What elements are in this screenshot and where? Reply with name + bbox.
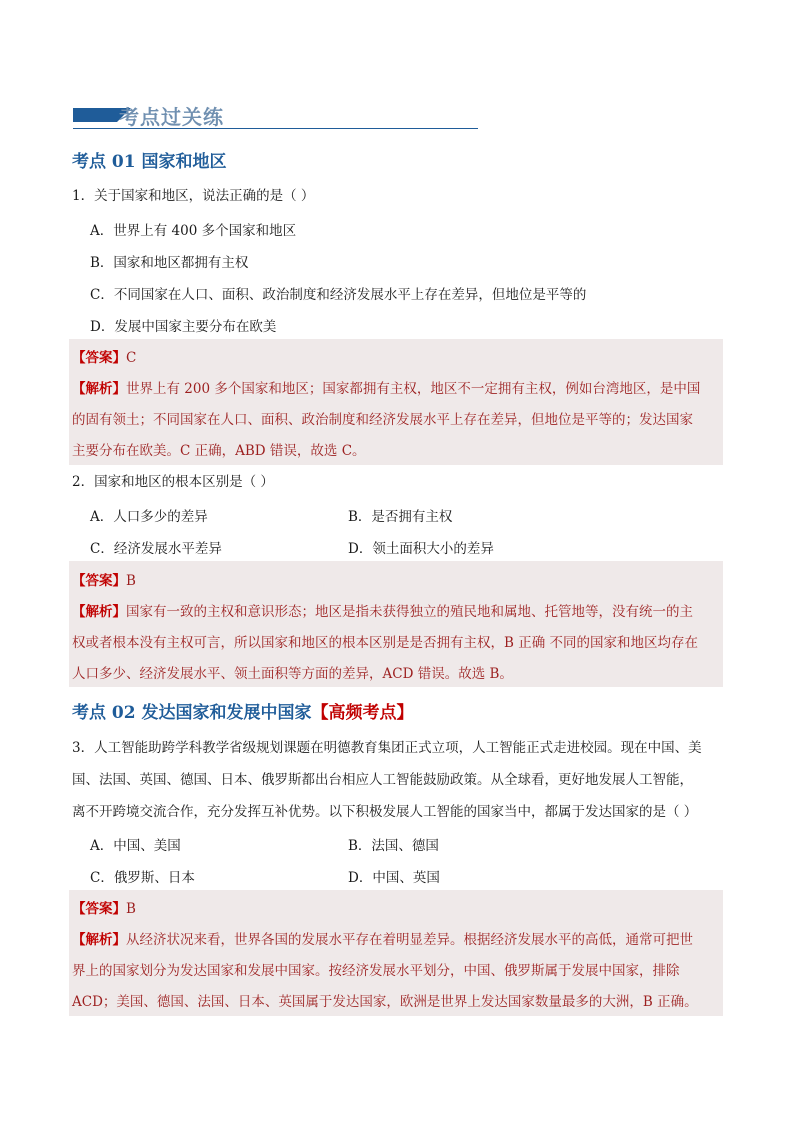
question-2-option-b: B．是否拥有主权 xyxy=(348,509,453,525)
question-2-option-c: C．经济发展水平差异 xyxy=(90,541,222,557)
section-title-2 xyxy=(72,698,414,723)
question-2-option-d: D．领土面积大小的差异 xyxy=(348,541,494,557)
analysis-line-1 xyxy=(72,377,700,397)
answer-line xyxy=(72,346,136,366)
answer-line xyxy=(72,569,136,589)
analysis-line-1 xyxy=(72,928,693,948)
answer-line xyxy=(72,897,136,917)
analysis-text: 世界上有 200 多个国家和地区；国家都拥有主权，地区不一定拥有主权，例如台湾地区，是中国 xyxy=(126,381,701,397)
question-3-option-d: D．中国、英国 xyxy=(348,870,440,886)
analysis-tag: 【解析】 xyxy=(72,932,126,948)
question-1-option-c: C．不同国家在人口、面积、政治制度和经济发展水平上存在差异，但地位是平等的 xyxy=(90,287,587,303)
analysis-text: 从经济状况来看，世界各国的发展水平存在着明显差异。根据经济发展水平的高低，通常可把世 xyxy=(126,932,693,948)
question-3-stem-line-3: 离不开跨境交流合作，充分发挥互补优势。以下积极发展人工智能的国家当中，都属于发达国家的是（ ） xyxy=(72,804,698,820)
analysis-line-2: 的固有领土；不同国家在人口、面积、政治制度和经济发展水平上存在差异，但地位是平等的；发达国家 xyxy=(72,412,693,428)
answer-tag: 【答案】 xyxy=(72,901,126,917)
analysis-line-3: 人口多少、经济发展水平、领土面积等方面的差异，ACD 错误。故选 B。 xyxy=(72,666,513,682)
answer-value: C xyxy=(126,350,137,366)
question-3-option-c: C．俄罗斯、日本 xyxy=(90,870,195,886)
analysis-line-3: 主要分布在欧美。C 正确，ABD 错误，故选 C。 xyxy=(72,443,366,459)
analysis-tag: 【解析】 xyxy=(72,381,126,397)
analysis-line-2: 界上的国家划分为发达国家和发展中国家。按经济发展水平划分，中国、俄罗斯属于发展中国家，排除 xyxy=(72,963,680,979)
question-1-option-a: A．世界上有 400 多个国家和地区 xyxy=(90,223,297,239)
question-1-stem: 1．关于国家和地区，说法正确的是（ ） xyxy=(72,188,315,204)
question-1-answer-box xyxy=(69,339,723,465)
analysis-line-3: ACD；美国、德国、法国、日本、英国属于发达国家，欧洲是世界上发达国家数量最多的大洲，B 正确。 xyxy=(72,994,698,1010)
section-highlight-tag: 【高频考点】 xyxy=(311,703,414,723)
question-2-option-a: A．人口多少的差异 xyxy=(90,509,208,525)
question-2-stem: 2．国家和地区的根本区别是（ ） xyxy=(72,474,274,490)
question-3-option-a: A．中国、美国 xyxy=(90,838,181,854)
question-1-option-b: B．国家和地区都拥有主权 xyxy=(90,255,249,271)
header-bar-decoration xyxy=(73,108,117,122)
answer-tag: 【答案】 xyxy=(72,350,126,366)
analysis-tag: 【解析】 xyxy=(72,604,126,620)
section-title-1 xyxy=(72,147,227,172)
analysis-line-1 xyxy=(72,600,693,620)
question-3-answer-box xyxy=(69,890,723,1016)
analysis-text: 国家有一致的主权和意识形态；地区是指未获得独立的殖民地和属地、托管地等，没有统一的主 xyxy=(126,604,693,620)
question-2-answer-box xyxy=(69,561,723,687)
practice-title: 考点过关练 xyxy=(119,105,224,129)
question-3-stem-line-2: 国、法国、英国、德国、日本、俄罗斯都出台相应人工智能鼓励政策。从全球看，更好地发展人工智能， xyxy=(72,772,693,788)
section-title-text: 考点 01 国家和地区 xyxy=(72,152,227,172)
section-title-text: 考点 02 发达国家和发展中国家 xyxy=(72,703,312,723)
answer-value: B xyxy=(126,573,136,589)
question-3-option-b: B．法国、德国 xyxy=(348,838,439,854)
answer-tag: 【答案】 xyxy=(72,573,126,589)
question-1-option-d: D．发展中国家主要分布在欧美 xyxy=(90,319,277,335)
practice-header xyxy=(73,100,478,129)
question-3-stem-line-1: 3．人工智能助跨学科教学省级规划课题在明德教育集团正式立项，人工智能正式走进校园。现在中国、美 xyxy=(72,740,702,756)
answer-value: B xyxy=(126,901,136,917)
analysis-line-2: 权或者根本没有主权可言，所以国家和地区的根本区别是是否拥有主权，B 正确 不同的国家和地区均存在 xyxy=(72,635,699,651)
